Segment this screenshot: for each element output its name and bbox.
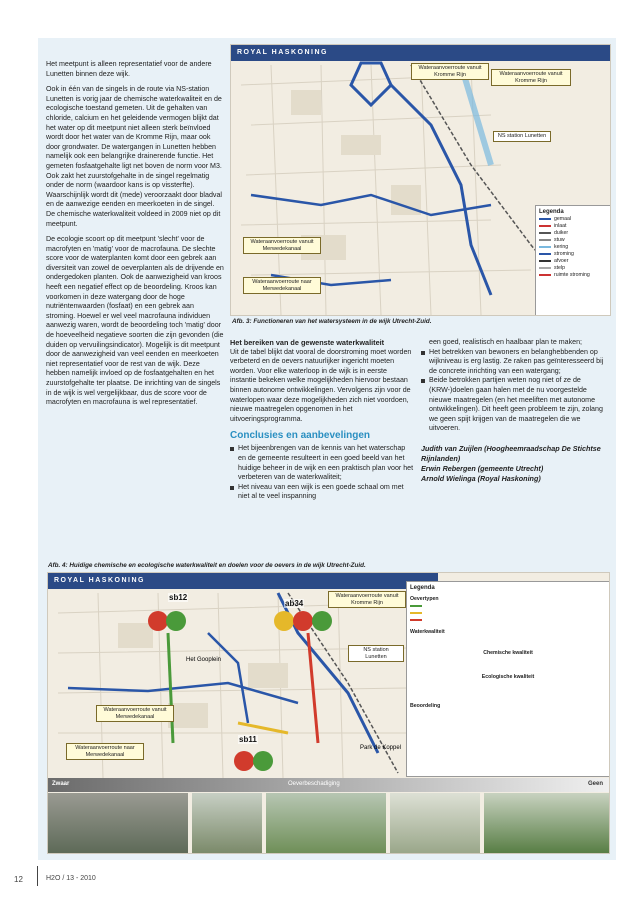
scale-right-label: Geen <box>587 781 603 787</box>
legend-swatch-icon <box>539 246 551 248</box>
route-label-kromme-rijn: Wateraanvoerroute vanuit Kromme Rijn <box>328 591 406 608</box>
legend-item: stroming <box>554 250 574 257</box>
middle-body: Uit de tabel blijkt dat vooral de doorstroming moet worden verbeterd en de oevers natuurlijker ingericht moeten worden. Voor elke waterloop in de wijk is in eerste instantie bekeken welke mogelijkheden hiervoor bestaan binnen autonome ontwikkelingen. Vervolgens zijn voor de waterlopen waar deze mogelijkheden zich niet voordoen, nieuwe maatregelen opgenomen in het uitvoeringsprogramma. <box>230 347 412 423</box>
route-label-naar-merwedekanaal: Wateraanvoerroute naar Merwedekanaal <box>66 743 144 760</box>
scale-left-label: Zwaar <box>52 781 70 787</box>
route-label-kromme-rijn-2: Wateraanvoerroute vanuit Kromme Rijn <box>491 69 571 86</box>
legend-item: stuw <box>554 236 565 243</box>
page-number: 12 <box>14 875 23 884</box>
map-3-legend <box>535 205 611 316</box>
map-4-legend <box>406 581 610 777</box>
legend-section: Oevertypen <box>410 595 439 602</box>
legend-item: kering <box>554 243 569 250</box>
legend-swatch-icon <box>539 239 551 241</box>
figure-3-caption: Afb. 3: Functioneren van het watersysteem in de wijk Utrecht-Zuid. <box>232 318 432 325</box>
route-label-kromme-rijn: Wateraanvoerroute vanuit Kromme Rijn <box>411 63 489 80</box>
legend-item: gemaal <box>554 215 572 222</box>
legend-section: Ecologische kwaliteit <box>481 674 535 680</box>
legend-swatch-icon <box>539 260 551 262</box>
author-line: Erwin Rebergen (gemeente Utrecht) <box>421 463 544 473</box>
author-line: Judith van Zuijlen (Hoogheemraadschap De Stichtse Rijnlanden) <box>421 443 601 463</box>
legend-section: Waterkwaliteit <box>410 629 445 635</box>
place-label: Park de Koppel <box>360 745 402 751</box>
oever-photo-3 <box>266 793 386 853</box>
legend-swatch-icon <box>410 605 422 607</box>
station-label: NS station Lunetten <box>493 131 551 142</box>
right-lead-text: een goed, realistisch en haalbaar plan te maken; <box>429 338 583 346</box>
oever-photo-4 <box>390 793 480 853</box>
list-item: Het betrekken van bewoners en belanghebbenden op wijkniveau is erg lastig. Ze raken pas geïnteresseerd bij de concrete inrichting van een watergang; <box>421 348 609 377</box>
route-label-merwedekanaal: Wateraanvoerroute vanuit Merwedekanaal <box>96 705 174 722</box>
station-label: NS station Lunetten <box>348 645 404 662</box>
legend-swatch-icon <box>539 274 551 276</box>
legend-swatch-icon <box>539 232 551 234</box>
section-heading-water-quality: Het bereiken van de gewenste waterkwaliteit <box>230 338 385 347</box>
point-label-sb12: sb12 <box>169 593 188 602</box>
damage-scale-bar <box>48 778 609 792</box>
legend-title: Legenda <box>410 585 435 591</box>
left-paragraph-3: De ecologie scoort op dit meetpunt 'slecht' voor de macrofyten en 'matig' voor de macrofauna. De slechte score voor de waterplanten komt door een gebrek aan diversiteit van zowel de oeverplanten als de drijvende en ondergedoken planten. Ook de aanwezigheid van kroos heeft een negatief effect op de beoordeling. Kroos kan voorkomen in deze watergang door de hoge nutriëntenwaarden (fosfaat) en een gebrek aan stroming. Hoewel er wel veel macrofauna individuen aanwezig waren, wordt de beoordeling toch 'matig' door de hoeveelheid negatieve soorten die zijn gevonden (die duiden op vervuilingsindicator). Mogelijk is dit meetpunt door de aanwezigheid van veel eenden en meerkoeten niet representatief voor de rest van de wijk. Deze hebben namelijk invloed op de fosfaatgehalten en het zuurstofgehalte ter plaatse. De inrichting van de singels in de wijk is wel vergelijkbaar, dus de score voor de macrofyten en macrofauna is wel representatief. <box>46 235 224 407</box>
conclusions-list <box>230 444 415 502</box>
list-item: Het niveau van een wijk is een goede schaal om met niet al te veel inspanning <box>230 483 415 502</box>
middle-column <box>230 338 415 502</box>
legend-swatch-icon <box>539 225 551 227</box>
legend-section: Beoordeling <box>410 702 441 709</box>
figure-4-map <box>47 572 610 854</box>
figure-3-map <box>230 44 611 316</box>
footer-divider <box>37 866 38 886</box>
legend-item: ruimte stroming <box>554 271 590 278</box>
place-label: Het Gooplein <box>186 657 222 663</box>
figure-4-caption: Afb. 4: Huidige chemische en ecologische waterkwaliteit en doelen voor de oevers in de wijk Utrecht-Zuid. <box>48 562 366 569</box>
left-paragraph-1: Het meetpunt is alleen representatief voor de andere Lunetten binnen deze wijk. <box>46 60 212 78</box>
legend-swatch-icon <box>410 619 422 621</box>
legend-swatch-icon <box>539 253 551 255</box>
oever-photo-1 <box>48 793 188 853</box>
legend-swatch-icon <box>410 612 422 614</box>
scale-title: Oeverbeschadiging <box>288 781 340 787</box>
legend-title: Legenda <box>539 209 564 215</box>
legend-item: inlaat <box>554 222 567 229</box>
right-list <box>421 348 609 434</box>
legend-item: afvoer <box>554 257 569 264</box>
journal-issue: H2O / 13 - 2010 <box>46 875 96 882</box>
left-column <box>46 60 224 414</box>
royal-haskoning-logo: ROYAL HASKONING <box>237 49 328 56</box>
author-line: Arnold Wielinga (Royal Haskoning) <box>421 473 541 483</box>
measurement-point-sb12-icon <box>148 611 186 631</box>
point-label-ab34: ab34 <box>285 599 304 608</box>
oever-photo-5 <box>484 793 609 853</box>
oever-photo-2 <box>192 793 262 853</box>
legend-swatch-icon <box>539 267 551 269</box>
legend-swatch-icon <box>539 218 551 220</box>
legend-item: stelp <box>554 264 565 271</box>
conclusions-heading: Conclusies en aanbevelingen <box>230 430 371 442</box>
authors-block <box>421 444 609 484</box>
route-label-naar-merwedekanaal: Wateraanvoerroute naar Merwedekanaal <box>243 277 321 294</box>
route-label-merwedekanaal: Wateraanvoerroute vanuit Merwedekanaal <box>243 237 321 254</box>
royal-haskoning-logo: ROYAL HASKONING <box>54 577 145 584</box>
right-column <box>421 338 609 484</box>
legend-section: Chemische kwaliteit <box>483 649 533 656</box>
point-label-sb11: sb11 <box>239 735 257 744</box>
left-paragraph-2: Ook in één van de singels in de route via NS-station Lunetten is vorig jaar de chemische waterkwaliteit en de ecologische toestand gemeten. Uit de gehalten van chloride, calcium en het geleidende vermogen blijkt dat het water op dit meetpunt niet alleen sterk beïnvloed wordt door het water van de Kromme Rijn, maar ook door grondwater. De watergangen in Lunetten hebben namelijk ook een belangrijke drainerende functie. Het gemeten fosfaatgehalte ligt net boven de norm voor M3. Ook zakt het zuurstofgehalte in de singel regelmatig onder de norm (waardoor kans is op vissterfte). Waarschijnlijk wordt dit (mede) veroorzaakt door bladval en de aanwezige eenden en meerkoeten in de singel. De chemische waterkwaliteit voldeed in 2009 niet op dit meetpunt. <box>46 85 222 228</box>
measurement-point-ab34-icon <box>274 611 332 631</box>
measurement-point-sb11-icon <box>234 751 273 771</box>
list-item: Het bijeenbrengen van de kennis van het waterschap en de gemeente resulteert in een goed beeld van het huidige beheer in de wijk en een praktisch plan voor het verbeteren van de waterkwaliteit; <box>230 444 415 482</box>
legend-item: duiker <box>554 229 569 236</box>
list-item: Beide betrokken partijen weten nog niet of ze de (KRW-)doelen gaan halen met de nu voorgestelde nieuwe maatregelen (en het meeliften met autonome ontwikkelingen). Dit heeft geen probleem te zijn, zolang we geen spijt krijgen van de maatregelen die we uitvoeren. <box>421 376 609 434</box>
